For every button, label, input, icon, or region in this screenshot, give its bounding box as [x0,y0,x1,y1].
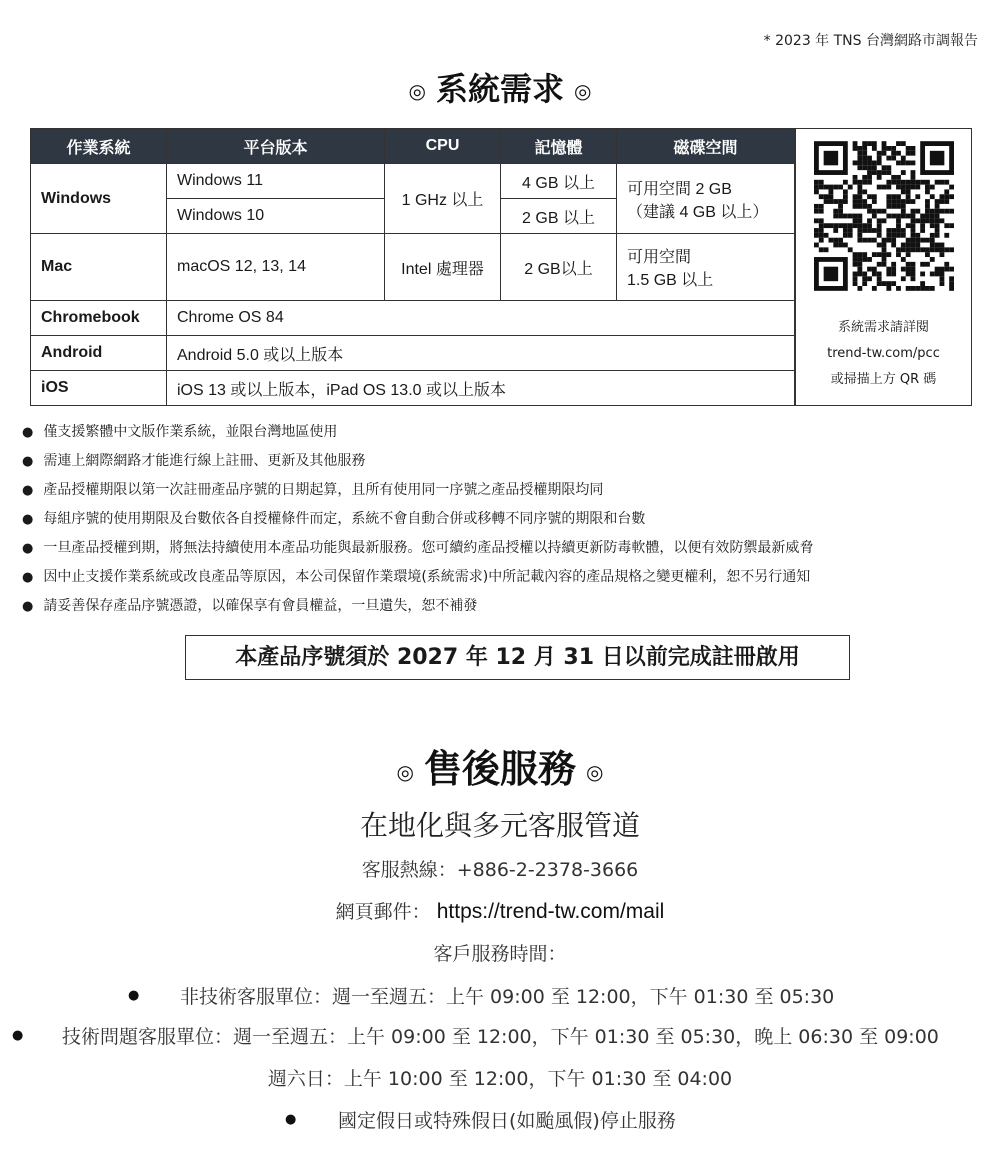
header-memory: 記憶體 [501,129,617,164]
bullseye-icon: ◎ [586,759,604,784]
source-note: * 2023 年 TNS 台灣網路市調報告 [763,33,978,49]
bullseye-icon: ◎ [408,79,426,103]
platform-version: Windows 11 [167,164,385,199]
memory-value: 4 GB 以上 [501,164,617,199]
requirements-table [30,128,795,406]
service-heading [0,738,1000,793]
platform-version: macOS 12, 13, 14 [167,234,385,301]
list-item: 技術問題客服單位：週一至週五：上午 09:00 至 12:00，下午 01:30 至 05:30，晚上 06:30 至 09:00 [62,1026,939,1048]
qr-note [796,315,971,393]
list-item: 週六日：上午 10:00 至 12:00，下午 01:30 至 04:00 [267,1068,733,1090]
notes-list [22,418,813,621]
table-row [31,234,795,301]
cpu-value: Intel 處理器 [385,234,501,301]
qr-panel [795,128,972,406]
os-windows: Windows [31,164,167,234]
hotline-row [0,855,1000,882]
qr-note-line: 系統需求請詳閱 [837,320,929,335]
disk-value [617,164,795,234]
platform-version: Android 5.0 或以上版本 [167,336,795,371]
disk-line: 1.5 GB 以上 [627,272,714,289]
platform-version: iOS 13 或以上版本，iPad OS 13.0 或以上版本 [167,371,795,406]
web-mail-row [0,897,1000,924]
platform-version: Chrome OS 84 [167,301,795,336]
disk-line: 可用空間 [627,249,692,266]
registration-deadline: 本產品序號須於 2027 年 12 月 31 日以前完成註冊啟用 [185,635,850,680]
header-platform: 平台版本 [167,129,385,164]
service-title: 售後服務 [423,747,576,791]
list-item: ● 產品授權期限以第一次註冊產品序號的日期起算，且所有使用同一序號之產品授權期限均同 [22,476,813,505]
bullseye-icon: ◎ [574,79,592,103]
qr-note-link: trend-tw.com/pcc [827,346,940,361]
table-row [31,164,795,199]
list-item: ● 僅支援繁體中文版作業系統，並限台灣地區使用 [22,418,813,447]
header-cpu: CPU [385,129,501,164]
requirements-heading [0,64,1000,110]
table-header-row [31,129,795,164]
bullseye-icon: ◎ [396,759,414,784]
qr-note-line: 或掃描上方 QR 碼 [830,372,937,387]
os-name: Chromebook [31,301,167,336]
os-mac: Mac [31,234,167,301]
hotline-label: 客服熱線： [361,859,457,881]
list-item: ● 需連上網際網路才能進行線上註冊、更新及其他服務 [22,447,813,476]
disk-value [617,234,795,301]
web-mail-label: 網頁郵件： [335,901,431,923]
bullet-icon: ● [285,1112,297,1127]
platform-version: Windows 10 [167,199,385,234]
disk-line: 可用空間 2 GB [627,180,732,198]
list-item: 國定假日或特殊假日(如颱風假)停止服務 [338,1110,676,1132]
qr-code-icon[interactable] [814,141,954,291]
memory-value: 2 GB 以上 [501,199,617,234]
service-subtitle: 在地化與多元客服管道 [359,809,640,842]
web-mail-link[interactable]: https://trend-tw.com/mail [436,900,665,923]
hotline-number[interactable]: +886-2-2378-3666 [456,859,639,881]
memory-value: 2 GB以上 [501,234,617,301]
table-row [31,336,795,371]
list-item: ● 請妥善保存產品序號憑證，以確保享有會員權益，一旦遺失，恕不補發 [22,592,813,621]
cpu-value: 1 GHz 以上 [385,164,501,234]
requirements-title: 系統需求 [435,70,564,108]
os-name: iOS [31,371,167,406]
table-row [31,301,795,336]
list-item: 非技術客服單位：週一至週五：上午 09:00 至 12:00，下午 01:30 至 05:30 [180,986,835,1008]
list-item: ● 一旦產品授權到期，將無法持續使用本產品功能與最新服務。您可續約產品授權以持續更新防毒軟體，以便有效防禦最新威脅 [22,534,813,563]
list-item: ● 因中止支援作業系統或改良產品等原因，本公司保留作業環境(系統需求)中所記載內容的產品規格之變更權利，恕不另行通知 [22,563,813,592]
os-name: Android [31,336,167,371]
disk-line: （建議 4 GB 以上） [627,203,769,221]
header-os: 作業系統 [31,129,167,164]
table-row [31,371,795,406]
hours-label: 客戶服務時間： [433,943,567,965]
bullet-icon: ● [128,988,140,1003]
bullet-icon: ● [12,1028,24,1043]
list-item: ● 每組序號的使用期限及台數依各自授權條件而定，系統不會自動合併或移轉不同序號的期限和台數 [22,505,813,534]
header-disk: 磁碟空間 [617,129,795,164]
